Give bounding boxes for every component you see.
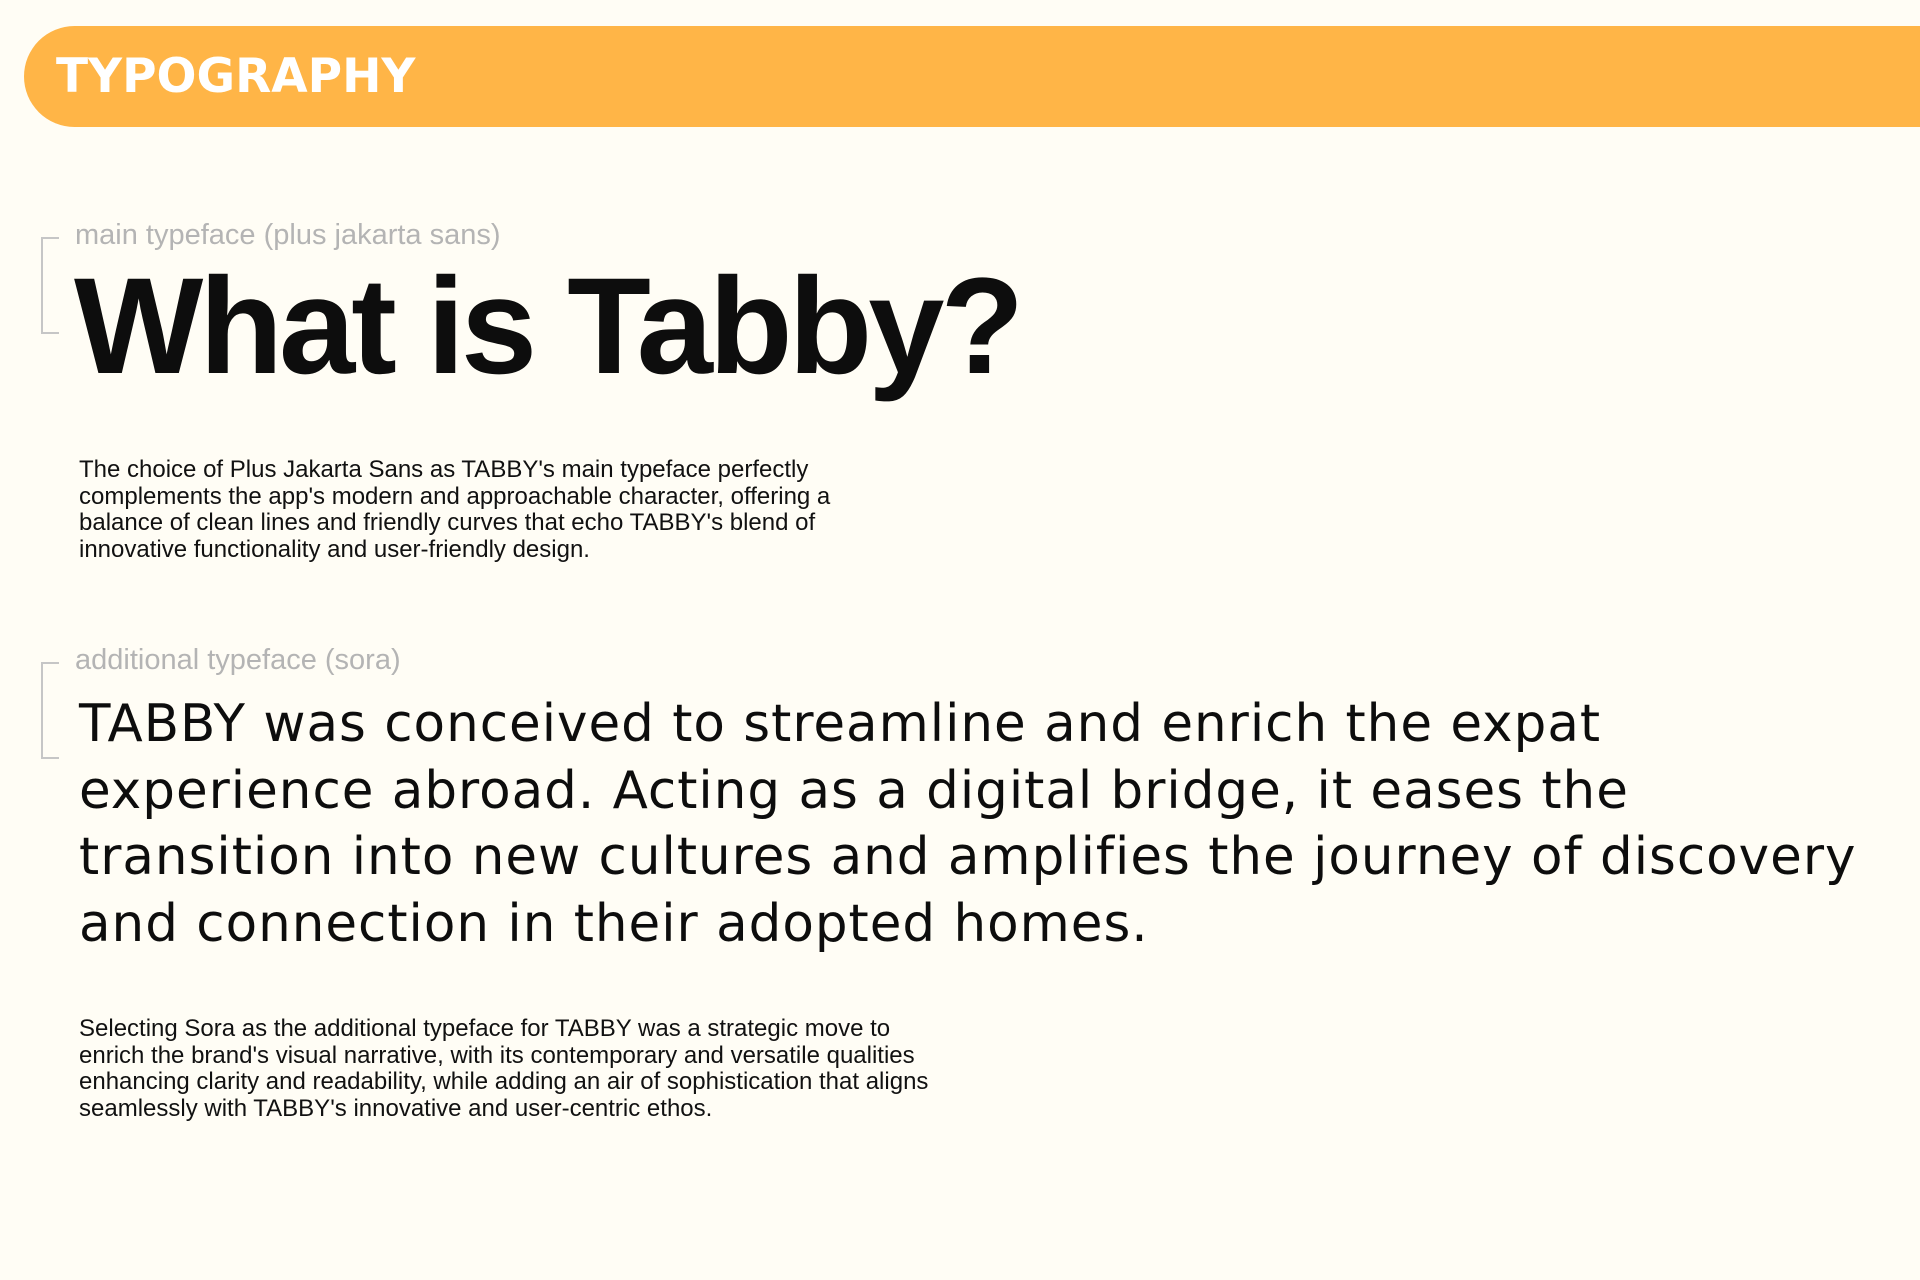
main-typeface-bracket (41, 237, 59, 334)
additional-typeface-bracket (41, 662, 59, 759)
additional-typeface-sample-paragraph: TABBY was conceived to streamline and enrich the expat experience abroad. Acting as a digital bridge, it eases the transition into new cultures and amplifies the journey of discovery and connection in their adopted homes. (79, 694, 1857, 954)
additional-typeface-caption: additional typeface (sora) (75, 644, 401, 676)
main-typeface-sample-heading: What is Tabby? (74, 250, 1021, 403)
section-header-bar (24, 26, 1920, 127)
additional-typeface-description: Selecting Sora as the additional typeface for TABBY was a strategic move to enrich the brand's visual narrative, with its contemporary and versatile qualities enhancing clarity and readability, while adding an air of sophistication that aligns seamlessly with TABBY's innovative and user-centric ethos. (79, 1015, 929, 1122)
main-typeface-description: The choice of Plus Jakarta Sans as TABBY's main typeface perfectly complements the app's modern and approachable character, offering a balance of clean lines and friendly curves that echo TABBY's blend of innovative functionality and user-friendly design. (79, 456, 831, 563)
section-title: TYPOGRAPHY (56, 49, 416, 104)
main-typeface-caption: main typeface (plus jakarta sans) (75, 219, 501, 251)
